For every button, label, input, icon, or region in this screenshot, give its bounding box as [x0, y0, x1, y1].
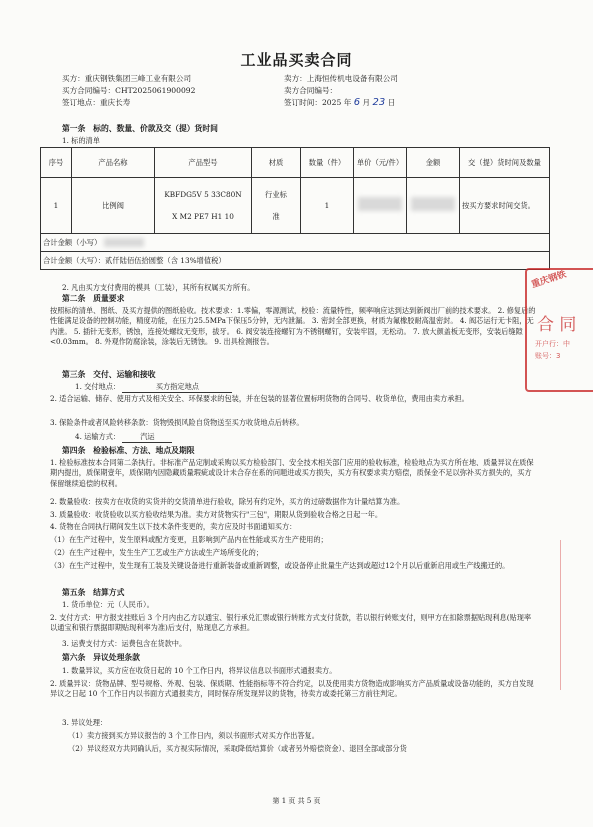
col-header-name: 产品名称	[72, 148, 155, 178]
redaction-block	[358, 197, 402, 211]
total-small-row	[41, 234, 550, 252]
total-big-row	[41, 252, 550, 270]
seal-text-4: 账号：3	[535, 352, 561, 360]
article-4-quantity: 2. 数量验收：按卖方在收货的实货并的交货清单进行验收，除另有约定外，买方的过磅数据作为计量结算为准。	[50, 497, 405, 506]
company-seal	[525, 268, 593, 392]
material-line-1: 行业标	[265, 189, 287, 199]
article-3-packaging: 2. 适合运输、储存、使用方式及相关安全、环保要求的包装，并在包装的显著位置标明货物的合同号、收货单位，费用由卖方承担。	[50, 394, 469, 403]
cell-amount-redacted	[407, 178, 460, 234]
delivery-place	[75, 382, 545, 393]
table-row	[41, 178, 550, 234]
sign-place: 签订地点：重庆长寿	[62, 98, 131, 107]
article-6-item-2: （2）异议经双方共同确认后，买方视实际情况，采取降低结算价（或者另外赔偿资金）、退回全部或部分货	[68, 744, 407, 753]
sign-month-unit: 月	[362, 98, 371, 107]
redaction-block	[104, 238, 144, 247]
page-number: 第 1 页 共 5 页	[272, 797, 321, 805]
article-2-heading: 第二条 质量要求	[62, 294, 125, 303]
seal-text-1: 重庆钢铁	[530, 269, 568, 291]
seller-name: 卖方：上海恒传机电设备有限公司	[284, 74, 398, 83]
goods-table	[40, 147, 550, 270]
cell-no: 1	[41, 178, 72, 234]
delivery-place-label: 1. 交付地点：	[75, 382, 121, 391]
col-header-unit-price: 单价（元/件）	[354, 148, 407, 178]
seller-seal-partial	[560, 540, 591, 690]
transport-mode-value: 汽运	[122, 432, 172, 443]
sign-day-handwritten: 23	[372, 97, 386, 108]
article-5-currency: 1. 货币单位：元（人民币）。	[62, 600, 154, 609]
col-header-delivery: 交（提）货时间及数量	[460, 148, 550, 178]
total-small-cell	[41, 234, 550, 252]
transport-mode-label: 4. 运输方式：	[75, 432, 121, 441]
article-1-subheading: 1. 标的清单	[62, 136, 100, 145]
article-5-payment: 2. 支付方式：甲方报支挂账后 3 个月内由乙方以通宝、银行承兑汇票或银行转账方式支付货款，若以银行转账支付，则甲方在扣除票据贴现利息(贴现率以通宝和银行票据即期贴现利率为准)后支付，贴现息乙方承担。	[50, 613, 532, 633]
contract-title: 工业品买卖合同	[240, 51, 353, 69]
total-small-label: 合计金额（小写）	[43, 237, 102, 247]
cell-material	[252, 178, 301, 234]
article-6-quality-objection: 2. 质量异议：货物品牌、型号规格、外观、包装、保质期、性能指标等不符合约定，以及使用卖方货物造成影响买方产品质量或设备功能的，买方自发现异议之日起 10 个工作日内以书面方式通报卖方，同时保存所发现异议的货物，待卖方或委托第三方前往判定。	[50, 679, 534, 699]
buyer-name: 买方：重庆钢铁集团三峰工业有限公司	[62, 74, 192, 83]
seal-text-2: 合 同	[537, 315, 577, 335]
article-4-item-1: （1）在生产过程中，发生原料或配方变更，且影响到产品内在性能或买方生产使用的；	[50, 535, 328, 544]
seal-text-3: 开户行：中	[535, 340, 570, 348]
sign-date	[284, 96, 395, 110]
col-header-qty: 数量（件）	[301, 148, 354, 178]
total-big-cell: 合计金额（大写）：贰仟陆佰伍拾圆整（含 13%增值税）	[41, 252, 550, 270]
cell-model	[155, 178, 252, 234]
article-4-quality: 3. 质量验收：收货验收以买方验收结果为准。卖方对货物实行"三包"，期限从货到验收合格之日起一年。	[50, 510, 383, 519]
material-line-2: 准	[272, 211, 280, 221]
article-4-change-notice: 4. 货物在合同执行期间发生以下技术条件变更的，卖方应及时书面通知买方：	[50, 522, 297, 531]
article-3-heading: 第三条 交付、运输和接收	[62, 370, 156, 379]
transport-mode	[75, 432, 545, 443]
article-2-body: 按照标的清单、图纸、及买方提供的图纸验收。技术要求：1.零偏，零源测试，校验：流量特性，频率响应达到达到新阀出厂前的技术要求。 2. 修复后的性能满足设备的控制功能，精度功能，在压力25.5MPa下保压5分钟，无内泄漏。 3. 密封全部更换，材质为氟橡胶耐高温密封。 4. 阀芯运行无卡阻，无内泄。 5. 插针无变形，锈蚀，连接处螺纹无变形，拔牙。 6. 阀安装连接螺钉为不锈钢螺钉，安装牢固，无松动。 7. 放大颜盖板无变形，安装后缝隙<0.03mm。 8. 外观作防腐涂装，涂装后无锈蚀。 9. 出具检测报告。	[50, 306, 536, 347]
article-4-item-2: （2）在生产过程中，发生生产工艺或生产方法或生产场所变化的；	[50, 548, 264, 557]
model-line-2: X M2 PE7 H1 10	[172, 211, 234, 221]
article-4-item-3: （3）在生产过程中，发生现有工装及关键设备进行重新装备或重新调整，或设备停止批量生产达到或超过12个月以后重新启用或生产线搬迁的。	[50, 561, 510, 570]
article-6-heading: 第六条 异议处理条款	[62, 653, 140, 662]
article-1-note: 2. 凡由买方支付费用的模具（工装），其所有权属买方所有。	[62, 283, 255, 292]
article-5-freight: 3. 运费支付方式：运费包含在货款中。	[62, 639, 187, 648]
redaction-block	[411, 197, 455, 211]
sign-month-handwritten: 6	[353, 97, 361, 108]
article-1-heading: 第一条 标的、数量、价款及交（提）货时间	[62, 124, 218, 133]
buyer-contract-number: 买方合同编号：CHT2025061900092	[62, 86, 196, 95]
article-4-heading: 第四条 检验标准、方法、地点及期限	[62, 446, 195, 455]
seller-contract-number: 卖方合同编号：	[284, 86, 338, 95]
article-6-handling: 3. 异议处理：	[62, 718, 108, 727]
sign-date-prefix: 签订时间：2025 年	[284, 98, 352, 107]
col-header-amount: 金额	[407, 148, 460, 178]
delivery-place-value: 买方指定地点	[122, 382, 232, 393]
col-header-material: 材质	[252, 148, 301, 178]
article-6-item-1: （1）卖方接到买方异议报告的 3 个工作日内，须以书面形式对买方作出答复。	[68, 731, 319, 740]
cell-name: 比例阀	[72, 178, 155, 234]
model-line-1: KBFDG5V 5 33C80N	[164, 189, 242, 199]
cell-qty: 1	[301, 178, 354, 234]
article-3-insurance: 3. 保险条件或者风险转移条款：货物毁损风险自货物送至买方收货地点后转移。	[50, 418, 304, 427]
col-header-model: 产品型号	[155, 148, 252, 178]
cell-unit-price-redacted	[354, 178, 407, 234]
table-header-row	[41, 148, 550, 178]
article-4-standard: 1. 检验标准按本合同第二条执行。非标准产品定制或采购以买方检验部门、安全技术相关部门应用的验收标准，检验地点为买方所在地、质量异议在质保期内提出，质保期壹年，质保期内因隐藏质量瑕疵或设计未合存在系的问题进或买方损失，买方有权要求卖方赔偿，质保金不足以弥补买方损失的，买方保留继续追偿的权利。	[50, 458, 534, 488]
article-6-quantity-objection: 1. 数量异议，买方应在收货日起的 10 个工作日内，将异议信息以书面形式通报卖方。	[62, 666, 337, 675]
cell-delivery: 按买方要求时间交货。	[460, 178, 550, 234]
sign-day-unit: 日	[387, 98, 396, 107]
article-5-heading: 第五条 结算方式	[62, 588, 125, 597]
col-header-no: 序号	[41, 148, 72, 178]
